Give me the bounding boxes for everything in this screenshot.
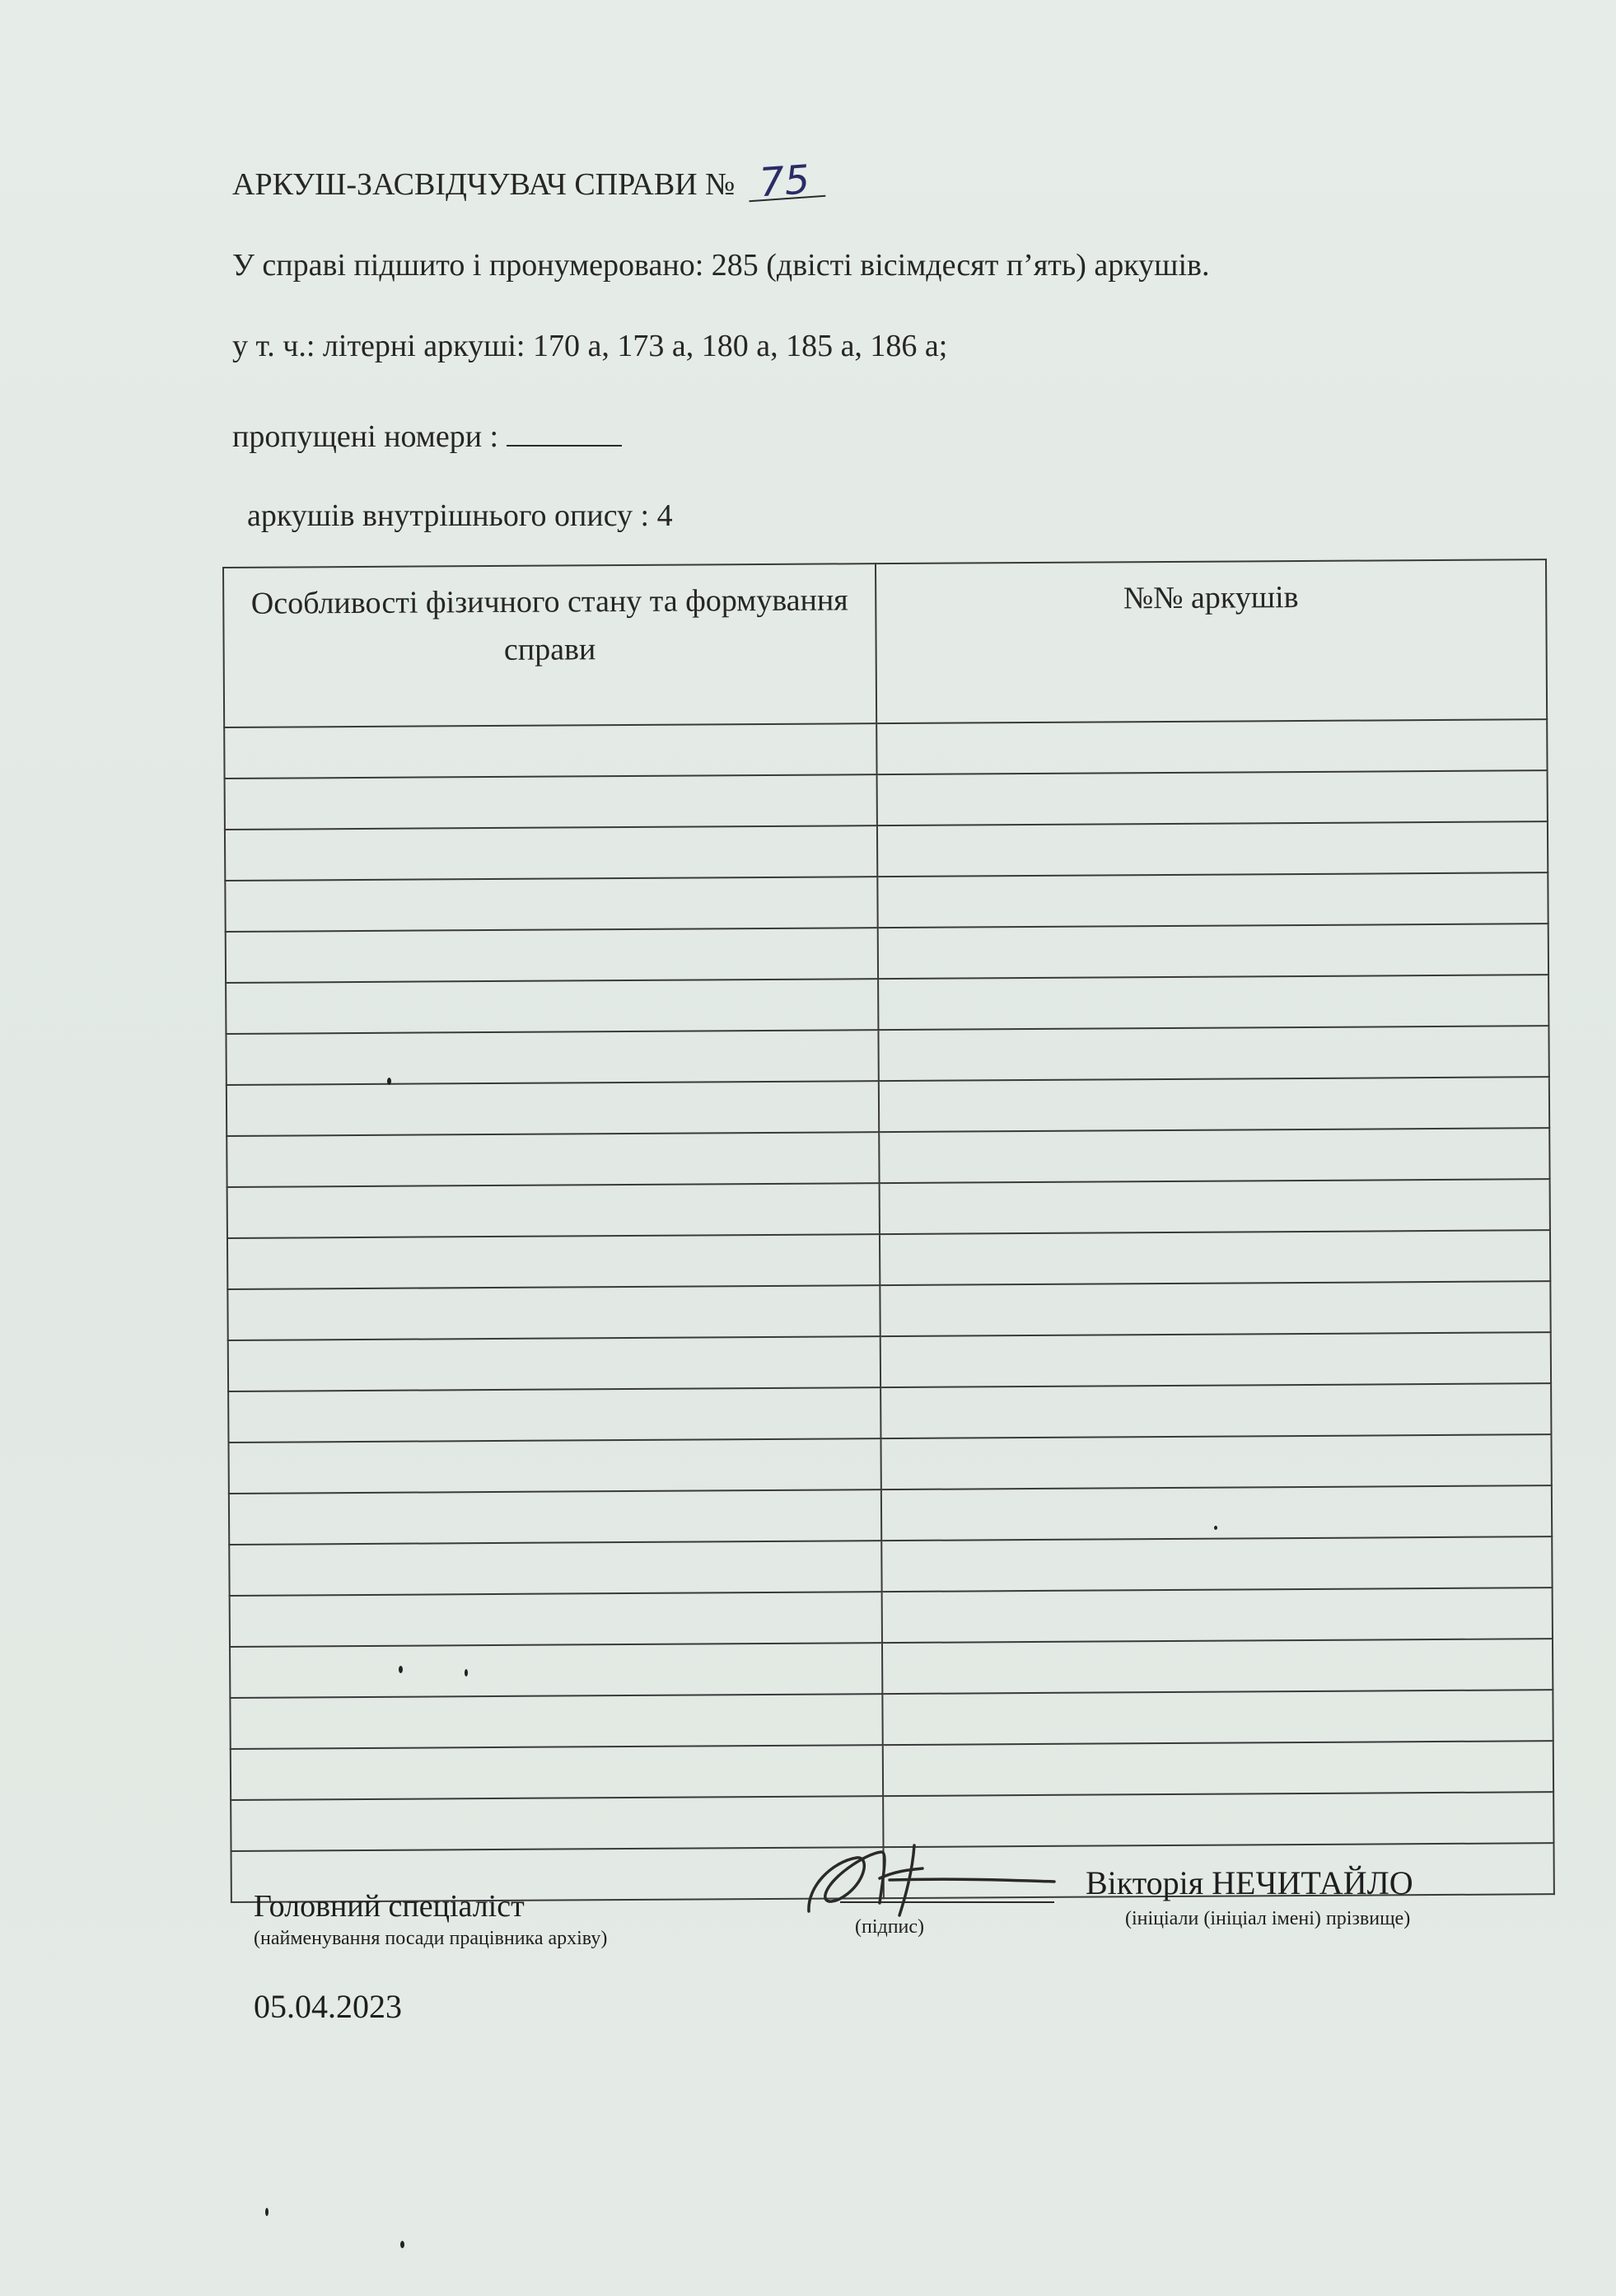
signature-caption: (підпис) bbox=[855, 1916, 925, 1938]
table-row bbox=[224, 719, 1547, 779]
table-row bbox=[227, 1281, 1550, 1340]
signer-name-caption: (ініціали (ініціал імені) прізвище) bbox=[1125, 1908, 1411, 1929]
table-row bbox=[225, 872, 1548, 932]
sheet-numbers-cell bbox=[881, 1536, 1552, 1592]
sheet-numbers-cell bbox=[883, 1741, 1553, 1796]
table-row bbox=[226, 975, 1548, 1034]
table-body bbox=[224, 719, 1554, 1902]
paper-speck bbox=[1214, 1526, 1217, 1530]
table-row bbox=[227, 1128, 1549, 1187]
table-row bbox=[230, 1690, 1553, 1749]
table-row bbox=[229, 1485, 1552, 1545]
condition-cell bbox=[225, 825, 877, 881]
title-prefix: АРКУШ-ЗАСВІДЧУВАЧ СПРАВИ № bbox=[232, 167, 736, 202]
condition-cell bbox=[227, 1234, 880, 1289]
condition-cell bbox=[225, 774, 877, 830]
table-row bbox=[229, 1536, 1552, 1596]
condition-cell bbox=[230, 1592, 882, 1647]
paper-speck bbox=[387, 1078, 391, 1085]
table-row bbox=[230, 1588, 1553, 1647]
condition-cell bbox=[231, 1745, 883, 1800]
paper-speck bbox=[465, 1669, 468, 1676]
condition-cell bbox=[226, 979, 878, 1034]
signature-line bbox=[840, 1901, 1054, 1903]
table-row bbox=[227, 1077, 1549, 1136]
condition-cell bbox=[226, 928, 878, 983]
condition-cell bbox=[224, 723, 876, 779]
missing-numbers-line bbox=[232, 419, 622, 455]
condition-table bbox=[222, 559, 1555, 1903]
letter-sheets-line: у т. ч.: літерні аркуші: 170 а, 173 а, 180 а, 185 а, 186 а; bbox=[232, 329, 948, 363]
case-number: 75 bbox=[747, 162, 826, 202]
sheet-numbers-cell bbox=[880, 1230, 1550, 1285]
sheet-numbers-cell bbox=[881, 1485, 1552, 1541]
sheet-numbers-cell bbox=[877, 821, 1548, 877]
table-row bbox=[231, 1741, 1553, 1800]
handwritten-signature bbox=[791, 1829, 1063, 1928]
condition-cell bbox=[227, 1285, 880, 1340]
sheet-numbers-cell bbox=[879, 1128, 1549, 1183]
condition-cell bbox=[228, 1438, 880, 1494]
condition-cell bbox=[230, 1643, 882, 1698]
condition-cell bbox=[227, 1081, 879, 1136]
paper-speck bbox=[399, 1666, 403, 1673]
table-row bbox=[230, 1639, 1553, 1698]
signing-date: 05.04.2023 bbox=[254, 1988, 402, 2025]
condition-cell bbox=[227, 1132, 879, 1187]
table-row bbox=[227, 1179, 1550, 1238]
signer-name: Вікторія НЕЧИТАЙЛО bbox=[1086, 1864, 1413, 1901]
sheet-numbers-cell bbox=[877, 770, 1548, 825]
sheet-numbers-cell bbox=[882, 1588, 1553, 1643]
sheet-numbers-cell bbox=[878, 924, 1548, 979]
condition-cell bbox=[229, 1489, 881, 1545]
sheet-numbers-cell bbox=[882, 1690, 1553, 1745]
table-header-row bbox=[223, 559, 1547, 727]
sheet-numbers-cell bbox=[878, 1026, 1548, 1081]
sheet-numbers-cell bbox=[880, 1434, 1551, 1489]
column-header-condition: Особливості фізичного стану та формування справи bbox=[223, 563, 876, 727]
sheet-numbers-cell bbox=[880, 1281, 1550, 1336]
condition-cell bbox=[231, 1796, 883, 1851]
condition-cell bbox=[230, 1694, 882, 1749]
condition-cell bbox=[228, 1336, 880, 1391]
sheet-numbers-cell bbox=[878, 975, 1548, 1030]
sheet-numbers-cell bbox=[880, 1332, 1551, 1387]
condition-cell bbox=[227, 1183, 880, 1238]
paper-speck bbox=[400, 2241, 404, 2248]
missing-numbers-label: пропущені номери : bbox=[232, 419, 499, 454]
table-row bbox=[226, 1026, 1548, 1085]
table-row bbox=[225, 821, 1548, 881]
internal-inventory-line: аркушів внутрішнього опису : 4 bbox=[247, 498, 673, 533]
table-row bbox=[228, 1434, 1551, 1494]
position-title: Головний спеціаліст bbox=[254, 1889, 525, 1924]
table-row bbox=[225, 770, 1548, 830]
table-row bbox=[226, 924, 1548, 983]
sheet-numbers-cell bbox=[882, 1639, 1553, 1694]
position-caption: (найменування посади працівника архіву) bbox=[254, 1928, 608, 1949]
sheet-numbers-cell bbox=[876, 719, 1547, 774]
document-title bbox=[232, 157, 824, 207]
sewn-sheets-line: У справі підшито і пронумеровано: 285 (двісті вісімдесят п’ять) аркушів. bbox=[232, 248, 1210, 283]
condition-cell bbox=[225, 877, 877, 932]
sheet-numbers-cell bbox=[880, 1179, 1550, 1234]
condition-cell bbox=[228, 1387, 880, 1443]
condition-cell bbox=[229, 1541, 881, 1596]
sheet-numbers-cell bbox=[879, 1077, 1549, 1132]
sheet-numbers-cell bbox=[880, 1383, 1551, 1438]
table-row bbox=[228, 1383, 1551, 1443]
missing-numbers-blank bbox=[507, 420, 622, 447]
column-header-sheet-numbers: №№ аркушів bbox=[876, 559, 1547, 723]
table-row bbox=[227, 1230, 1550, 1289]
paper-speck bbox=[265, 2208, 269, 2216]
table-row bbox=[228, 1332, 1551, 1391]
sheet-numbers-cell bbox=[877, 872, 1548, 928]
condition-cell bbox=[226, 1030, 878, 1085]
